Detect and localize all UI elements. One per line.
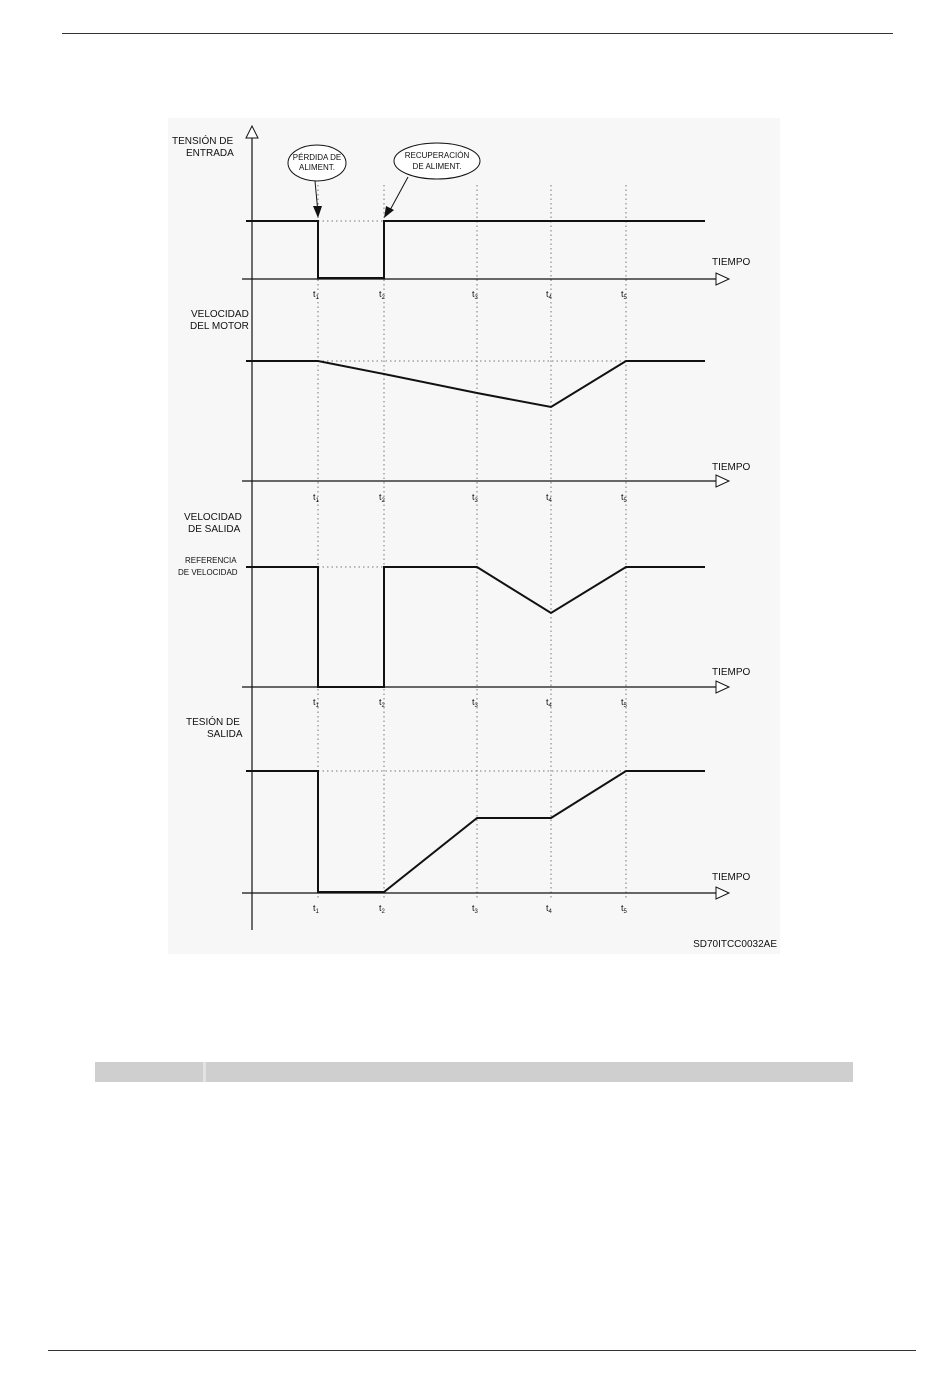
tick-index: 5	[623, 498, 627, 504]
panel2-title-line1: VELOCIDAD	[191, 309, 249, 320]
panel1-axis-label: TIEMPO	[712, 257, 751, 268]
tick-prefix: t	[621, 289, 624, 299]
tick-t1-row2	[313, 492, 320, 504]
tick-index: 4	[548, 703, 552, 709]
tick-prefix: t	[621, 903, 624, 913]
tick-prefix: t	[546, 903, 549, 913]
tick-prefix: t	[379, 492, 382, 502]
tick-t2-row4	[379, 903, 386, 915]
tick-t1-row3	[313, 697, 320, 709]
tick-t5-row3	[621, 697, 628, 709]
footer-rule	[48, 1350, 916, 1351]
panel2-title-line2: DEL MOTOR	[190, 321, 249, 332]
tick-index: 1	[315, 703, 319, 709]
tick-t3-row4	[472, 903, 479, 915]
tick-prefix: t	[472, 903, 475, 913]
vertical-axis-arrow	[246, 126, 258, 138]
tick-index: 5	[623, 295, 627, 301]
panel4-time-axis-arrow	[716, 887, 729, 899]
tick-index: 3	[474, 909, 478, 915]
tick-index: 5	[623, 909, 627, 915]
tick-index: 4	[548, 295, 552, 301]
panel4-title-line2: SALIDA	[207, 729, 243, 740]
tick-prefix: t	[546, 492, 549, 502]
power-recovery-pointer	[389, 177, 408, 212]
tick-prefix: t	[313, 492, 316, 502]
tick-t2-row3	[379, 697, 386, 709]
tick-prefix: t	[546, 697, 549, 707]
tick-t4-row1	[546, 289, 553, 301]
tick-t3-row1	[472, 289, 479, 301]
power-recovery-line1: RECUPERACIÓN	[404, 151, 470, 160]
tick-index: 4	[548, 909, 552, 915]
tick-index: 2	[381, 909, 385, 915]
panel2-time-axis-arrow	[716, 475, 729, 487]
panel4-title-line1: TESIÓN DE	[186, 717, 240, 728]
tick-prefix: t	[313, 697, 316, 707]
tick-t3-row3	[472, 697, 479, 709]
tick-index: 1	[315, 498, 319, 504]
figure-code: SD70ITCC0032AE	[693, 939, 777, 950]
panel3-title-line1: VELOCIDAD	[184, 512, 242, 523]
tick-t5-row1	[621, 289, 628, 301]
panel2-axis-label: TIEMPO	[712, 462, 751, 473]
panel3-time-axis-arrow	[716, 681, 729, 693]
panel3-title-line2: DE SALIDA	[188, 524, 241, 535]
panel1-time-axis-arrow	[716, 273, 729, 285]
tick-t3-row2	[472, 492, 479, 504]
panel3-output-speed-trace	[246, 567, 705, 687]
tick-prefix: t	[313, 289, 316, 299]
tick-t4-row3	[546, 697, 553, 709]
tick-index: 1	[315, 909, 319, 915]
speed-reference-line1: REFERENCIA	[185, 556, 237, 565]
tick-index: 3	[474, 498, 478, 504]
tick-index: 5	[623, 703, 627, 709]
tick-t2-row2	[379, 492, 386, 504]
speed-reference-line2: DE VELOCIDAD	[178, 568, 238, 577]
power-loss-line1: PÉRDIDA DE	[292, 153, 342, 162]
tick-index: 3	[474, 295, 478, 301]
tick-prefix: t	[472, 289, 475, 299]
tick-prefix: t	[379, 697, 382, 707]
tick-prefix: t	[621, 492, 624, 502]
panel1-title-line1: TENSIÓN DE	[172, 136, 234, 147]
tick-prefix: t	[546, 289, 549, 299]
tick-t4-row2	[546, 492, 553, 504]
tick-prefix: t	[472, 492, 475, 502]
tick-t5-row2	[621, 492, 628, 504]
panel3-axis-label: TIEMPO	[712, 667, 751, 678]
power-recovery-callout	[394, 143, 480, 179]
tick-index: 1	[315, 295, 319, 301]
tick-t2-row1	[379, 289, 386, 301]
tick-prefix: t	[313, 903, 316, 913]
tick-prefix: t	[379, 903, 382, 913]
power-recovery-arrowhead	[384, 206, 394, 218]
panel4-output-voltage-trace	[246, 771, 705, 892]
tick-t4-row4	[546, 903, 553, 915]
time-tick-labels	[313, 289, 628, 915]
tick-index: 2	[381, 498, 385, 504]
tick-index: 2	[381, 295, 385, 301]
panel1-title-line2: ENTRADA	[186, 148, 234, 159]
section-heading-divider	[203, 1062, 206, 1082]
tick-prefix: t	[472, 697, 475, 707]
tick-index: 3	[474, 703, 478, 709]
panel2-motor-speed-trace	[246, 361, 705, 407]
tick-t1-row1	[313, 289, 320, 301]
power-loss-arrowhead	[313, 206, 322, 218]
power-loss-line2: ALIMENT.	[298, 163, 336, 172]
tick-index: 4	[548, 498, 552, 504]
section-heading-bar	[95, 1062, 853, 1082]
tick-t1-row4	[313, 903, 320, 915]
tick-prefix: t	[379, 289, 382, 299]
panel4-axis-label: TIEMPO	[712, 872, 751, 883]
panel1-input-voltage-trace	[246, 221, 705, 278]
tick-t5-row4	[621, 903, 628, 915]
power-recovery-line2: DE ALIMENT.	[412, 162, 462, 171]
tick-index: 2	[381, 703, 385, 709]
tick-prefix: t	[621, 697, 624, 707]
